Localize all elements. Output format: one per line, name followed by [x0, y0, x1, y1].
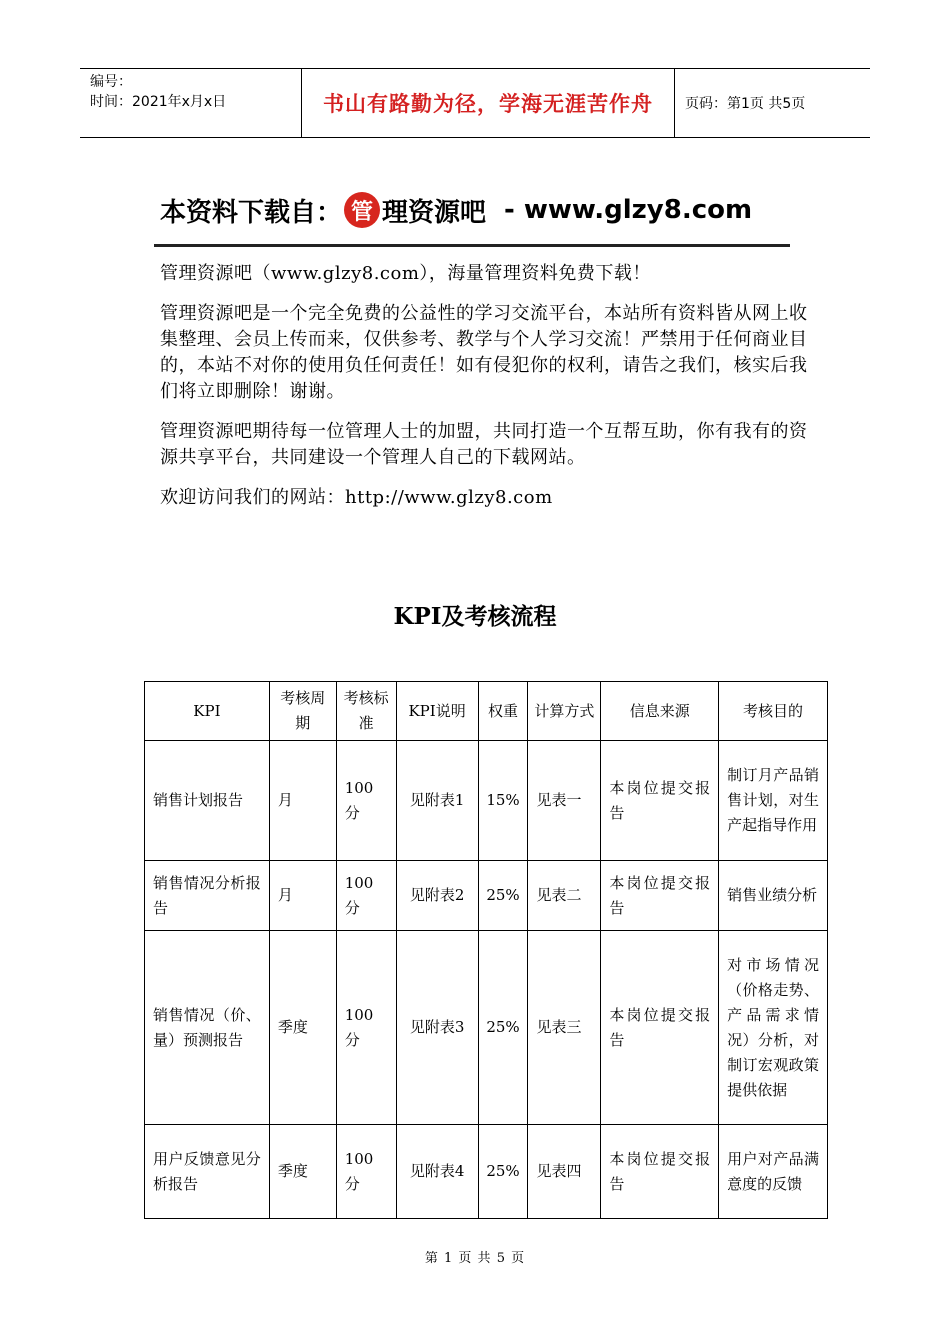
document-title: KPI及考核流程 [393, 603, 557, 630]
cell-method: 见表四 [528, 1125, 601, 1219]
header-weight: 权重 [478, 682, 528, 741]
notice-paragraph-2: 管理资源吧是一个完全免费的公益性的学习交流平台，本站所有资料皆从网上收集整理、会员上传而来，仅供参考、教学与个人学习交流！严禁用于任何商业目的，本站不对你的使用负任何责任！如有侵犯你的权利，请告之我们，核实后我们将立即删除！谢谢。 [160, 303, 808, 402]
header-source: 信息来源 [601, 682, 719, 741]
cell-weight: 25% [478, 931, 528, 1125]
banner-prefix: 本资料下载自： [160, 197, 343, 228]
cell-kpi: 销售情况（价、量）预测报告 [145, 931, 270, 1125]
cell-standard: 100分 [336, 861, 396, 931]
cell-source: 本岗位提交报告 [601, 1125, 719, 1219]
cell-cycle: 季度 [269, 931, 336, 1125]
table-row [145, 931, 828, 1125]
banner-name: 理资源吧 [382, 197, 487, 228]
header-cycle: 考核周期 [269, 682, 336, 741]
notice-paragraph-3: 管理资源吧期待每一位管理人士的加盟，共同打造一个互帮互助，你有我有的资源共享平台，共同建设一个管理人自己的下载网站。 [160, 421, 808, 468]
cell-kpi: 用户反馈意见分析报告 [145, 1125, 270, 1219]
cell-cycle: 月 [269, 741, 336, 861]
cell-source: 本岗位提交报告 [601, 861, 719, 931]
cell-kpi: 销售计划报告 [145, 741, 270, 861]
table-row [145, 861, 828, 931]
notice-banner [150, 180, 810, 240]
header-standard: 考核标准 [336, 682, 396, 741]
header-kpi: KPI [145, 682, 270, 741]
number-label: 编号： [90, 74, 132, 90]
cell-method: 见表三 [528, 931, 601, 1125]
cell-description: 见附表4 [396, 1125, 478, 1219]
banner-divider [154, 244, 790, 247]
cell-purpose: 制订月产品销售计划，对生产起指导作用 [719, 741, 828, 861]
header-meta [80, 69, 302, 137]
notice-paragraph-4: 欢迎访问我们的网站：http://www.glzy8.com [160, 487, 553, 508]
cell-standard: 100分 [336, 1125, 396, 1219]
cell-weight: 15% [478, 741, 528, 861]
cell-cycle: 月 [269, 861, 336, 931]
cell-standard: 100分 [336, 931, 396, 1125]
cell-method: 见表一 [528, 741, 601, 861]
cell-description: 见附表3 [396, 931, 478, 1125]
cell-description: 见附表2 [396, 861, 478, 931]
cell-purpose: 用户对产品满意度的反馈 [719, 1125, 828, 1219]
header-purpose: 考核目的 [719, 682, 828, 741]
cell-source: 本岗位提交报告 [601, 931, 719, 1125]
header-page-info: 页码：第1页 共5页 [685, 96, 806, 112]
header-method: 计算方式 [528, 682, 601, 741]
table-row [145, 1125, 828, 1219]
header-motto: 书山有路勤为径，学海无涯苦作舟 [302, 69, 675, 137]
cell-description: 见附表1 [396, 741, 478, 861]
cell-source: 本岗位提交报告 [601, 741, 719, 861]
header-description: KPI说明 [396, 682, 478, 741]
table-row [145, 741, 828, 861]
site-logo-icon: 管 [344, 192, 380, 228]
time-label: 时间：2021年x月x日 [90, 94, 227, 110]
cell-weight: 25% [478, 1125, 528, 1219]
table-header-row [145, 682, 828, 741]
cell-method: 见表二 [528, 861, 601, 931]
notice-line-1: 管理资源吧（www.glzy8.com），海量管理资料免费下载！ [160, 263, 651, 284]
page-footer: 第 1 页 共 5 页 [424, 1251, 526, 1266]
download-notice [150, 180, 810, 511]
cell-kpi: 销售情况分析报告 [145, 861, 270, 931]
cell-purpose: 销售业绩分析 [719, 861, 828, 931]
cell-weight: 25% [478, 861, 528, 931]
banner-site: - www.glzy8.com [504, 195, 753, 225]
cell-cycle: 季度 [269, 1125, 336, 1219]
kpi-table [144, 681, 828, 1219]
cell-standard: 100分 [336, 741, 396, 861]
page-header [80, 68, 870, 138]
cell-purpose: 对市场情况（价格走势、产品需求情况）分析，对制订宏观政策提供依据 [719, 931, 828, 1125]
